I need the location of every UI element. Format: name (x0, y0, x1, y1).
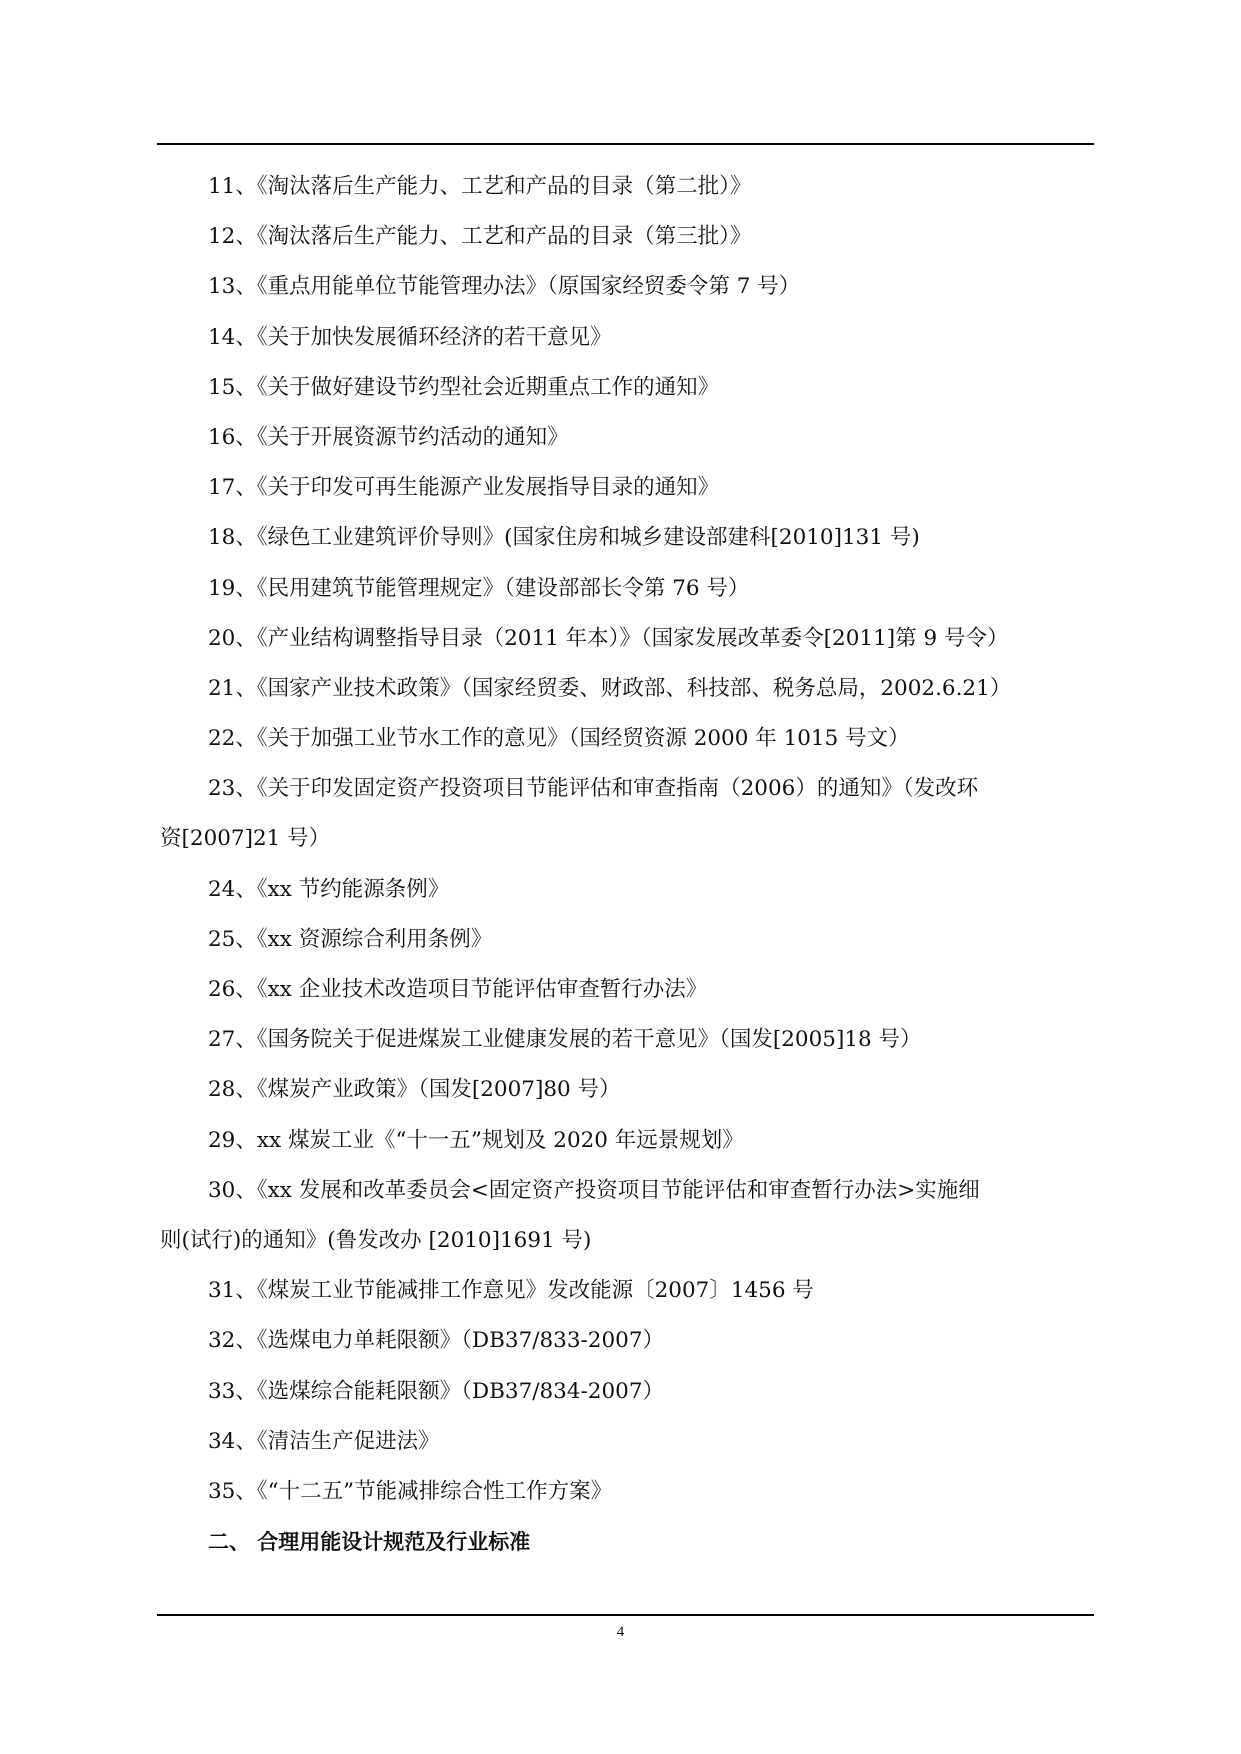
list-item: 19、《民用建筑节能管理规定》（建设部部长令第 76 号） (208, 575, 750, 601)
list-item-continuation: 则(试行)的通知》(鲁发改办 [2010]1691 号) (160, 1227, 592, 1253)
list-item: 23、《关于印发固定资产投资项目节能评估和审查指南（2006）的通知》（发改环 (208, 776, 979, 802)
header-rule (157, 143, 1094, 145)
list-item: 16、《关于开展资源节约活动的通知》 (208, 424, 569, 450)
list-item: 29、xx 煤炭工业《“十一五”规划及 2020 年远景规划》 (208, 1127, 744, 1153)
document-body (160, 162, 1090, 1567)
list-item: 31、《煤炭工业节能减排工作意见》发改能源〔2007〕1456 号 (208, 1278, 814, 1304)
list-item: 11、《淘汰落后生产能力、工艺和产品的目录（第二批）》 (208, 174, 752, 199)
list-item: 13、《重点用能单位节能管理办法》（原国家经贸委令第 7 号） (208, 274, 801, 300)
footer-rule (157, 1614, 1094, 1616)
page-number: 4 (616, 1624, 625, 1640)
list-item: 32、《选煤电力单耗限额》（DB37/833-2007） (208, 1328, 665, 1354)
list-item: 25、《xx 资源综合利用条例》 (208, 926, 493, 952)
list-item: 18、《绿色工业建筑评价导则》(国家住房和城乡建设部建科[2010]131 号) (208, 525, 920, 551)
list-item: 12、《淘汰落后生产能力、工艺和产品的目录（第三批）》 (208, 224, 752, 250)
section-heading: 二、 合理用能设计规范及行业标准 (208, 1530, 531, 1555)
list-item: 21、《国家产业技术政策》（国家经贸委、财政部、科技部、税务总局，2002.6.21） (208, 675, 1012, 701)
list-item: 35、《“十二五”节能减排综合性工作方案》 (208, 1478, 613, 1504)
list-item: 30、《xx 发展和改革委员会<固定资产投资项目节能评估和审查暂行办法>实施细 (208, 1177, 980, 1203)
list-item: 20、《产业结构调整指导目录（2011 年本）》（国家发展改革委令[2011]第 9 号令） (208, 625, 1009, 651)
list-item: 15、《关于做好建设节约型社会近期重点工作的通知》 (208, 374, 720, 400)
list-item: 17、《关于印发可再生能源产业发展指导目录的通知》 (208, 475, 720, 501)
list-item: 26、《xx 企业技术改造项目节能评估审查暂行办法》 (208, 977, 708, 1002)
list-item: 34、《清洁生产促进法》 (208, 1428, 440, 1454)
list-item-continuation: 资[2007]21 号） (160, 826, 331, 852)
list-item: 33、《选煤综合能耗限额》（DB37/834-2007） (208, 1378, 665, 1404)
list-item: 28、《煤炭产业政策》（国发[2007]80 号） (208, 1077, 621, 1103)
list-item: 24、《xx 节约能源条例》 (208, 876, 450, 902)
list-item: 14、《关于加快发展循环经济的若干意见》 (208, 324, 612, 350)
list-item: 22、《关于加强工业节水工作的意见》（国经贸资源 2000 年 1015 号文） (208, 726, 910, 752)
list-item: 27、《国务院关于促进煤炭工业健康发展的若干意见》（国发[2005]18 号） (208, 1027, 922, 1053)
